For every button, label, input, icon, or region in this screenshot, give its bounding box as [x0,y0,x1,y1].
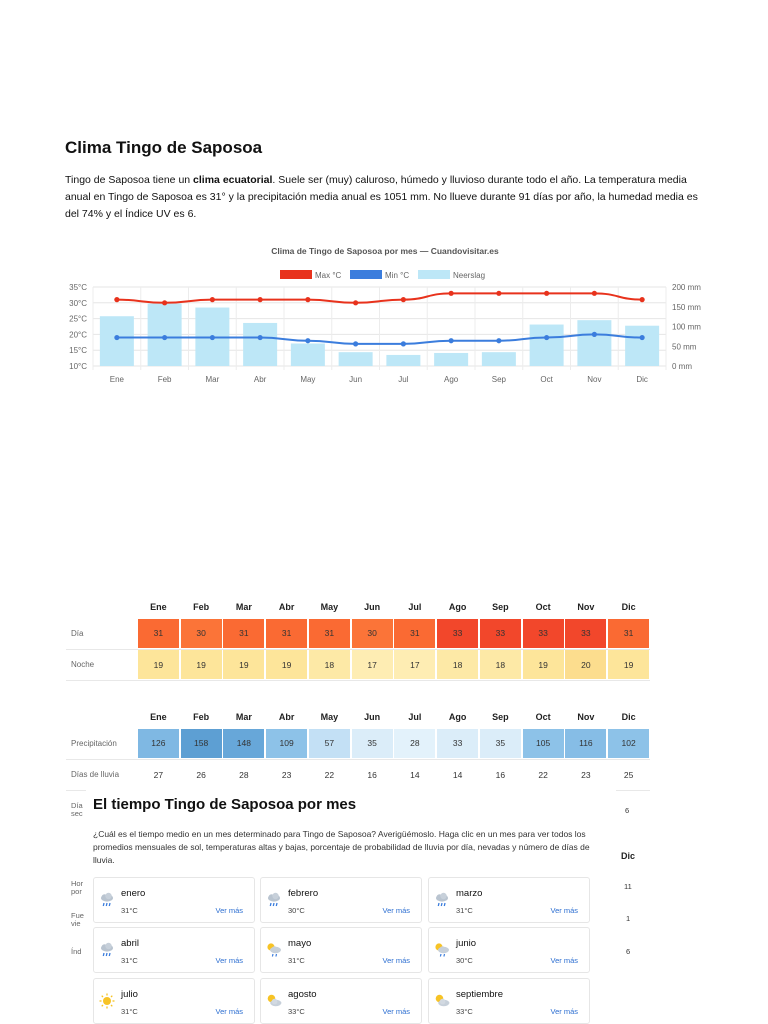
x-tick-label: Jun [349,375,363,384]
value-cell [308,618,351,649]
series-point [544,291,549,296]
climate-type: clima ecuatorial [193,174,273,186]
value-cell [565,649,608,680]
value-cell-text: 18 [480,650,521,679]
value-cell-text: 31 [138,619,179,648]
month-card-septiembre[interactable] [428,978,590,1024]
series-point [305,297,310,302]
series-point [592,332,597,337]
month-header: Oct [535,602,551,612]
series-point [401,297,406,302]
row-label: Precipitación [66,728,137,759]
value-cell [607,728,650,759]
value-cell: 22 [308,759,351,790]
y-left-tick: 15°C [69,346,87,356]
value-cell-text: 35 [480,729,521,758]
sun-cloud-icon [265,992,283,1010]
x-tick-label: Jul [398,375,409,384]
series-point [544,335,549,340]
temp-day-row [66,618,650,649]
month-name: julio [121,989,138,1000]
y-left-tick: 25°C [69,314,87,324]
value-cell [265,728,308,759]
y-right-tick: 0 mm [672,362,692,371]
month-name: septiembre [456,989,503,1000]
value-cell-text: 18 [437,650,478,679]
ver-mas-link[interactable]: Ver más [215,1007,243,1016]
partial-row-label: Índ [71,947,82,956]
value-cell [479,618,522,649]
value-cell [436,649,479,680]
value-cell: 23 [565,759,608,790]
month-name: junio [456,938,477,949]
x-tick-label: Dic [636,375,648,384]
value-cell [479,728,522,759]
month-header: Sep [492,602,509,612]
x-tick-label: Sep [491,375,506,384]
month-temp: 31°C [121,1007,138,1016]
sun-cloud-icon [433,992,451,1010]
month-header: May [320,712,339,722]
intro-paragraph: Tingo de Saposoa tiene un clima ecuatorial. Suele ser (muy) caluroso, húmedo y lluvioso durante todo el año. La temperatura media anual en Tingo de Saposoa es 31° y la precipitación media anual es 1051 mm. No llueve durante 91 días por año, la humedad media es del 74% y el Índice UV es 6. [65,174,698,220]
value-cell-text: 17 [394,650,435,679]
month-card-febrero[interactable] [260,877,422,923]
x-tick-label: Abr [253,375,267,384]
value-cell [436,728,479,759]
row-label: Noche [66,649,137,680]
value-cell [180,728,223,759]
month-header: Abr [278,602,295,612]
value-cell [607,618,650,649]
ver-mas-link[interactable]: Ver más [382,906,410,915]
series-point [353,341,358,346]
month-card-junio[interactable] [428,927,590,973]
rain-cloud-icon [265,891,283,909]
value-cell-text: 19 [523,650,564,679]
legend-label: Min °C [385,271,410,280]
ver-mas-link[interactable]: Ver más [382,1007,410,1016]
x-tick-label: Ago [444,375,459,384]
month-header: Mar [235,602,252,612]
sun-rain-icon [265,941,283,959]
temperature-table [66,596,650,681]
month-card-agosto[interactable] [260,978,422,1024]
value-cell [308,728,351,759]
series-point [496,291,501,296]
climate-chart [60,240,710,390]
precipitation-table [66,706,650,791]
value-cell-text: 35 [352,729,393,758]
legend-swatch [350,270,382,279]
ver-mas-link[interactable]: Ver más [215,906,243,915]
value-cell [351,728,394,759]
value-cell-text: 31 [309,619,350,648]
month-header: Dic [621,602,636,612]
value-cell [265,649,308,680]
y-left-tick: 10°C [69,362,87,371]
month-header: Jul [408,602,422,612]
month-name: mayo [288,938,312,949]
value-cell [137,618,180,649]
month-header: Oct [535,712,551,722]
legend-label: Max °C [315,271,342,280]
series-point [258,335,263,340]
month-name: agosto [288,989,317,1000]
temp-night-row [66,649,650,680]
month-header: Feb [193,712,210,722]
value-cell [308,649,351,680]
month-temp: 31°C [456,906,473,915]
value-cell [223,728,266,759]
series-point [449,291,454,296]
series-point [496,338,501,343]
x-tick-label: Oct [540,375,553,384]
value-cell-text: 31 [608,619,649,648]
value-cell-text: 105 [523,729,564,758]
month-header: Dic [621,712,636,722]
precip-bar [291,343,325,366]
partial-row-label: Día sec [71,801,83,818]
series-point [401,341,406,346]
series-point [449,338,454,343]
rain-cloud-icon [98,941,116,959]
value-cell-text: 19 [266,650,307,679]
temp-table-header [66,596,650,618]
y-left-tick: 35°C [69,283,87,292]
value-cell [223,618,266,649]
month-header: May [320,602,339,612]
month-header: Mar [235,712,252,722]
month-header: Feb [193,602,210,612]
series-point [210,297,215,302]
precip-bar [339,352,373,366]
value-cell-text: 19 [138,650,179,679]
value-cell-text: 102 [608,729,649,758]
value-cell: 22 [522,759,565,790]
precip-bar [434,353,468,366]
value-cell-text: 33 [437,619,478,648]
x-tick-label: Mar [205,375,220,384]
value-cell [137,649,180,680]
value-cell-text: 30 [181,619,222,648]
monthly-section-title: El tiempo Tingo de Saposoa por mes [93,796,357,813]
ver-mas-link[interactable]: Ver más [550,1007,578,1016]
y-right-tick: 100 mm [672,322,701,332]
rain-days-row [66,759,650,790]
precip-bar [625,326,659,366]
value-cell: 26 [180,759,223,790]
x-tick-label: May [300,375,316,384]
series-point [162,300,167,305]
series-point [162,335,167,340]
value-cell-text: 57 [309,729,350,758]
value-cell: 16 [479,759,522,790]
value-cell [436,618,479,649]
precip-bar [530,325,564,366]
legend-label: Neerslag [453,271,486,280]
value-cell [351,649,394,680]
value-cell-text: 28 [394,729,435,758]
value-cell-text: 31 [223,619,264,648]
y-right-tick: 200 mm [672,283,701,292]
month-name: enero [121,888,146,899]
series-point [640,297,645,302]
y-left-tick: 20°C [69,330,87,340]
value-cell-text: 109 [266,729,307,758]
chart-title: Clima de Tingo de Saposoa por mes — Cuandovisitar.es [271,246,499,256]
month-header: Abr [278,712,295,722]
value-cell: 16 [351,759,394,790]
value-cell [522,649,565,680]
value-cell-text: 31 [266,619,307,648]
series-point [640,335,645,340]
page-title: Clima Tingo de Saposoa [65,138,263,157]
month-temp: 33°C [288,1007,305,1016]
value-cell-text: 31 [394,619,435,648]
value-cell-text: 19 [608,650,649,679]
value-cell-text: 33 [523,619,564,648]
precip-bar [243,323,277,366]
partial-row-label: Fue vie [71,911,84,928]
sun-icon [98,992,116,1010]
month-header: Jun [364,712,381,722]
precip-bar [148,304,182,366]
month-temp: 31°C [121,906,138,915]
y-left-tick: 30°C [69,298,87,308]
value-cell-text: 33 [480,619,521,648]
value-cell [223,649,266,680]
value-cell-text: 126 [138,729,179,758]
value-cell-text: 19 [181,650,222,679]
value-cell [265,618,308,649]
month-temp: 30°C [456,956,473,965]
legend-swatch [418,270,450,279]
value-cell [607,649,650,680]
value-cell: 23 [265,759,308,790]
series-point [258,297,263,302]
value-cell [522,618,565,649]
value-cell-text: 17 [352,650,393,679]
partial-header-dic: Dic [621,851,636,861]
value-cell [394,618,437,649]
value-cell [565,618,608,649]
month-card-enero[interactable] [93,877,255,923]
month-name: marzo [456,888,483,899]
month-header: Ene [150,602,167,612]
series-point [592,291,597,296]
month-name: abril [121,938,139,949]
month-card-marzo[interactable] [428,877,590,923]
month-temp: 31°C [288,956,305,965]
ver-mas-link[interactable]: Ver más [382,956,410,965]
month-header: Sep [492,712,509,722]
precip-bar [482,352,516,366]
precip-bar [577,320,611,366]
y-right-tick: 50 mm [672,342,697,352]
partial-row-label: Hor por [71,879,84,896]
x-tick-label: Feb [157,375,172,384]
rain-cloud-icon [98,891,116,909]
precip-bar [100,316,134,366]
legend-swatch [280,270,312,279]
value-cell: 25 [607,759,650,790]
month-card-mayo[interactable] [260,927,422,973]
row-label: Días de lluvia [66,759,137,790]
partial-row-value: 1 [626,914,631,923]
month-header: Ene [150,712,167,722]
value-cell-text: 116 [565,729,606,758]
month-header: Jun [364,602,381,612]
x-tick-label: Ene [109,375,124,384]
rain-table-header [66,706,650,728]
series-point [353,300,358,305]
value-cell-text: 30 [352,619,393,648]
series-point [305,338,310,343]
value-cell-text: 20 [565,650,606,679]
partial-row-value: 6 [626,947,631,956]
value-cell-text: 33 [565,619,606,648]
month-header: Ago [448,602,467,612]
value-cell-text: 18 [309,650,350,679]
series-point [210,335,215,340]
precip-bar [386,355,420,366]
value-cell-text: 158 [181,729,222,758]
chart-legend [280,270,485,280]
month-temp: 33°C [456,1007,473,1016]
value-cell [565,728,608,759]
ver-mas-link[interactable]: Ver más [215,956,243,965]
value-cell: 14 [394,759,437,790]
value-cell: 27 [137,759,180,790]
month-temp: 31°C [121,956,138,965]
month-temp: 30°C [288,906,305,915]
value-cell [394,649,437,680]
x-tick-label: Nov [587,375,602,384]
month-card-julio[interactable] [93,978,255,1024]
month-header: Ago [448,712,467,722]
series-point [114,335,119,340]
ver-mas-link[interactable]: Ver más [550,956,578,965]
value-cell: 28 [223,759,266,790]
value-cell [479,649,522,680]
value-cell [137,728,180,759]
row-label: Día [66,618,137,649]
precip-row [66,728,650,759]
partial-row-value: 6 [625,806,630,815]
value-cell-text: 19 [223,650,264,679]
month-header: Jul [408,712,422,722]
value-cell-text: 33 [437,729,478,758]
ver-mas-link[interactable]: Ver más [550,906,578,915]
sun-rain-icon [433,941,451,959]
value-cell [180,649,223,680]
value-cell [351,618,394,649]
rain-cloud-icon [433,891,451,909]
series-point [114,297,119,302]
month-name: febrero [288,888,319,899]
partial-row-value: 11 [624,882,632,891]
value-cell [180,618,223,649]
value-cell [394,728,437,759]
value-cell: 14 [436,759,479,790]
month-card-abril[interactable] [93,927,255,973]
month-header: Nov [577,712,595,722]
monthly-section-description: ¿Cuál es el tiempo medio en un mes determinado para Tingo de Saposoa? Averigüémoslo. Haga clic en un mes para ver todos los promedios mensuales de sol, temperaturas altas y bajas, porcentaje de probabilidad de lluvia por día, nevadas y número de días de lluvia. [93,829,590,865]
month-header: Nov [577,602,595,612]
y-right-tick: 150 mm [672,302,701,312]
value-cell [522,728,565,759]
value-cell-text: 148 [223,729,264,758]
